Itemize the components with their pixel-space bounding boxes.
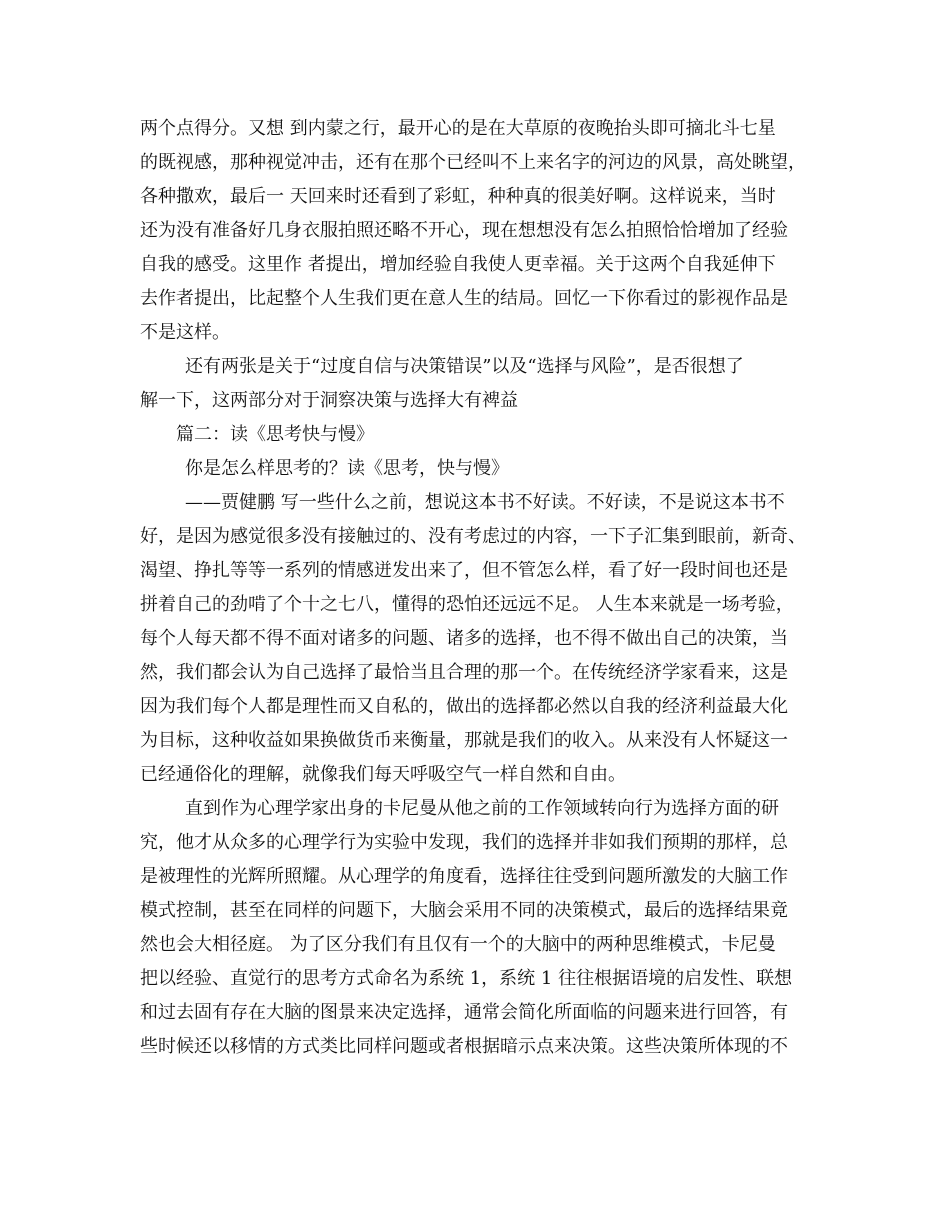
text-line: 直到作为心理学家出身的卡尼曼从他之前的工作领域转向行为选择方面的研 [185, 798, 779, 819]
text-line: 究，他才从众多的心理学行为实验中发现，我们的选择并非如我们预期的那样，总 [140, 832, 788, 853]
text-line: 好，是因为感觉很多没有接触过的、没有考虑过的内容，一下子汇集到眼前，新奇、 [140, 526, 806, 547]
text-line: 然也会大相径庭。 为了区分我们有且仅有一个的大脑中的两种思维模式，卡尼曼 [140, 934, 776, 955]
text-line: 已经通俗化的理解，就像我们每天呼吸空气一样自然和自由。 [140, 764, 626, 785]
text-line: 拼着自己的劲啃了个十之七八，懂得的恐怕还远远不足。 人生本来就是一场考验， [140, 594, 794, 615]
text-line: 每个人每天都不得不面对诸多的问题、诸多的选择，也不得不做出自己的决策，当 [140, 628, 788, 649]
text-line: 不是这样。 [140, 322, 230, 343]
text-line: 各种撒欢，最后一 天回来时还看到了彩虹，种种真的很美好啊。这样说来，当时 [140, 186, 776, 207]
text-line: 和过去固有存在大脑的图景来决定选择，通常会简化所面临的问题来进行回答，有 [140, 1002, 788, 1023]
text-line: 自我的感受。这里作 者提出，增加经验自我使人更幸福。关于这两个自我延伸下 [140, 254, 776, 275]
text-line: 还为没有准备好几身衣服拍照还略不开心，现在想想没有怎么拍照恰恰增加了经验 [140, 220, 788, 241]
text-line: 把以经验、直觉行的思考方式命名为系统 1，系统 1 往往根据语境的启发性、联想 [140, 968, 793, 989]
text-line: 然，我们都会认为自己选择了最恰当且合理的那一个。在传统经济学家看来，这是 [140, 662, 788, 683]
text-line: 的既视感，那种视觉冲击，还有在那个已经叫不上来名字的河边的风景，高处眺望， [140, 152, 806, 173]
text-line: 解一下，这两部分对于洞察决策与选择大有裨益 [140, 390, 518, 411]
text-line: 两个点得分。又想 到内蒙之行，最开心的是在大草原的夜晚抬头即可摘北斗七星 [140, 118, 776, 139]
text-line: 些时候还以移情的方式类比同样问题或者根据暗示点来决策。这些决策所体现的不 [140, 1036, 788, 1057]
section-heading: 篇二：读《思考快与慢》 [176, 424, 374, 445]
text-line: 是被理性的光辉所照耀。从心理学的角度看，选择往往受到问题所激发的大脑工作 [140, 866, 788, 887]
article-title: 你是怎么样思考的？读《思考，快与慢》 [185, 458, 509, 479]
text-line: ——贾健鹏 写一些什么之前，想说这本书不好读。不好读，不是说这本书不 [185, 492, 785, 513]
text-line: 模式控制，甚至在同样的问题下，大脑会采用不同的决策模式，最后的选择结果竟 [140, 900, 788, 921]
text-line: 渴望、挣扎等等一系列的情感迸发出来了，但不管怎么样，看了好一段时间也还是 [140, 560, 788, 581]
text-line: 因为我们每个人都是理性而又自私的，做出的选择都必然以自我的经济利益最大化 [140, 696, 788, 717]
text-line: 还有两张是关于“过度自信与决策错误”以及“选择与风险”，是否很想了 [185, 356, 744, 377]
text-line: 去作者提出，比起整个人生我们更在意人生的结局。回忆一下你看过的影视作品是 [140, 288, 788, 309]
text-line: 为目标，这种收益如果换做货币来衡量，那就是我们的收入。从来没有人怀疑这一 [140, 730, 788, 751]
